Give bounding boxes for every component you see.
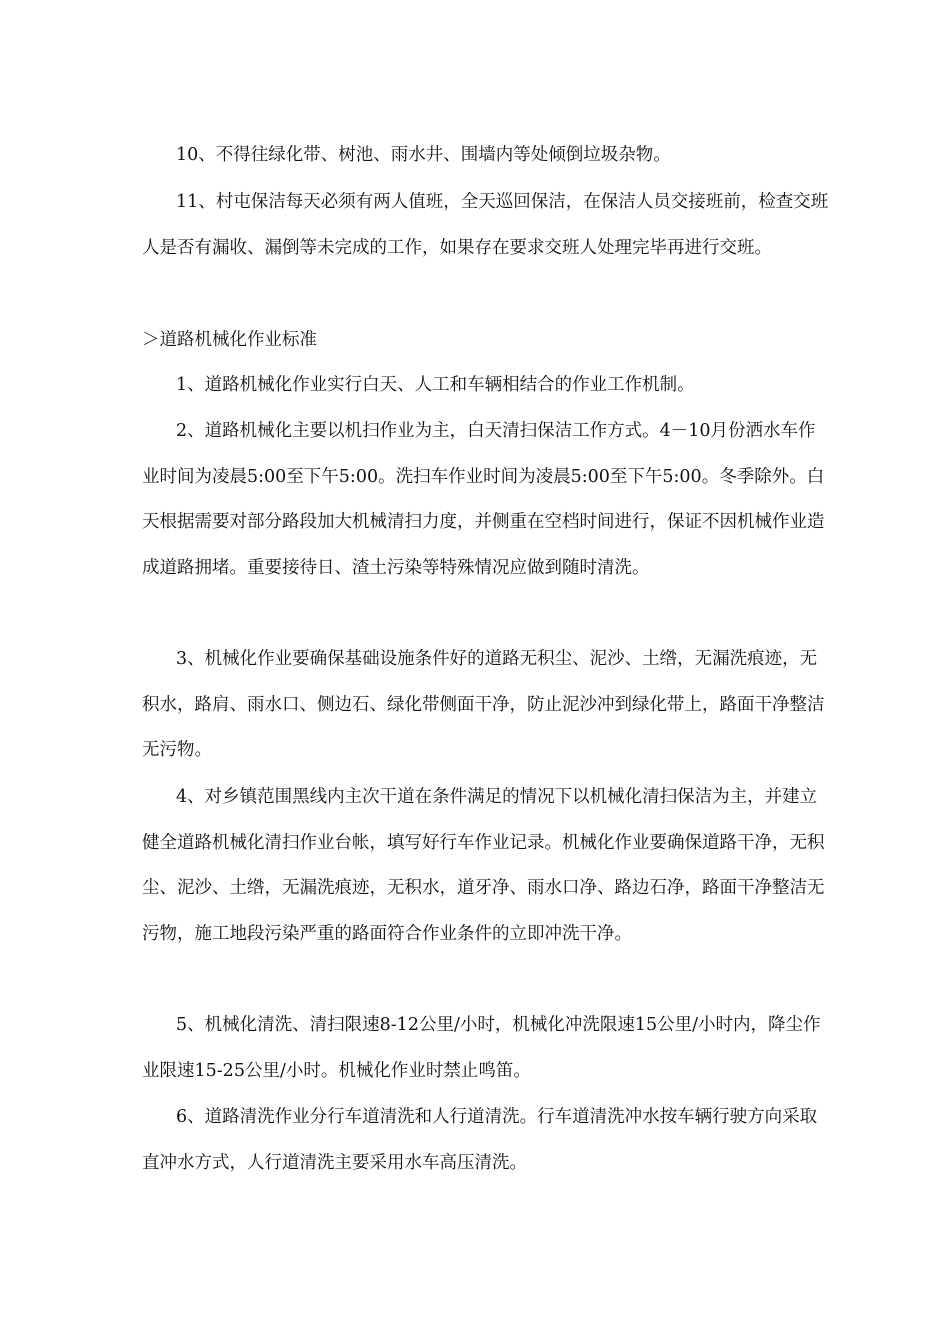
section-heading-machinery: ＞道路机械化作业标准 [142,330,317,350]
paragraph-11: 11、村屯保洁每天必须有两人值班，全天巡回保洁，在保洁人员交接班前，检查交班人是否有漏收、漏倒等未完成的工作，如果存在要求交班人处理完毕再进行交班。 [142,192,829,258]
paragraph-6: 6、道路清洗作业分行车道清洗和人行道清洗。行车道清洗冲水按车辆行驶方向采取直冲水方式，人行道清洗主要采用水车高压清洗。 [142,1107,818,1173]
paragraph-4: 4、对乡镇范围黑线内主次干道在条件满足的情况下以机械化清扫保洁为主，并建立健全道路机械化清扫作业台帐，填写好行车作业记录。机械化作业要确保道路干净，无积尘、泥沙、土绺，无漏洗痕迹，无积水，道牙净、雨水口净、路边石净，路面干净整洁无污物，施工地段污染严重的路面符合作业条件的立即冲洗干净。 [142,787,825,944]
paragraph-1: 1、道路机械化作业实行白天、人工和车辆相结合的作业工作机制。 [176,375,695,395]
paragraph-3: 3、机械化作业要确保基础设施条件好的道路无积尘、泥沙、土绺，无漏洗痕迹，无积水，路肩、雨水口、侧边石、绿化带侧面干净，防止泥沙冲到绿化带上，路面干净整洁无污物。 [142,649,825,760]
paragraph-2: 2、道路机械化主要以机扫作业为主，白天清扫保洁工作方式。4－10月份洒水车作业时间为凌晨5:00至下午5:00。洗扫车作业时间为凌晨5:00至下午5:00。冬季除外。白天根据需要对部分路段加大机械清扫力度，并侧重在空档时间进行，保证不因机械作业造成道路拥堵。重要接待日、渣土污染等特殊情况应做到随时清洗。 [142,421,825,578]
paragraph-10: 10、不得往绿化带、树池、雨水井、围墙内等处倾倒垃圾杂物。 [176,145,671,165]
paragraph-5: 5、机械化清洗、清扫限速8-12公里/小时，机械化冲洗限速15公里/小时内，降尘作业限速15-25公里/小时。机械化作业时禁止鸣笛。 [142,1015,821,1081]
